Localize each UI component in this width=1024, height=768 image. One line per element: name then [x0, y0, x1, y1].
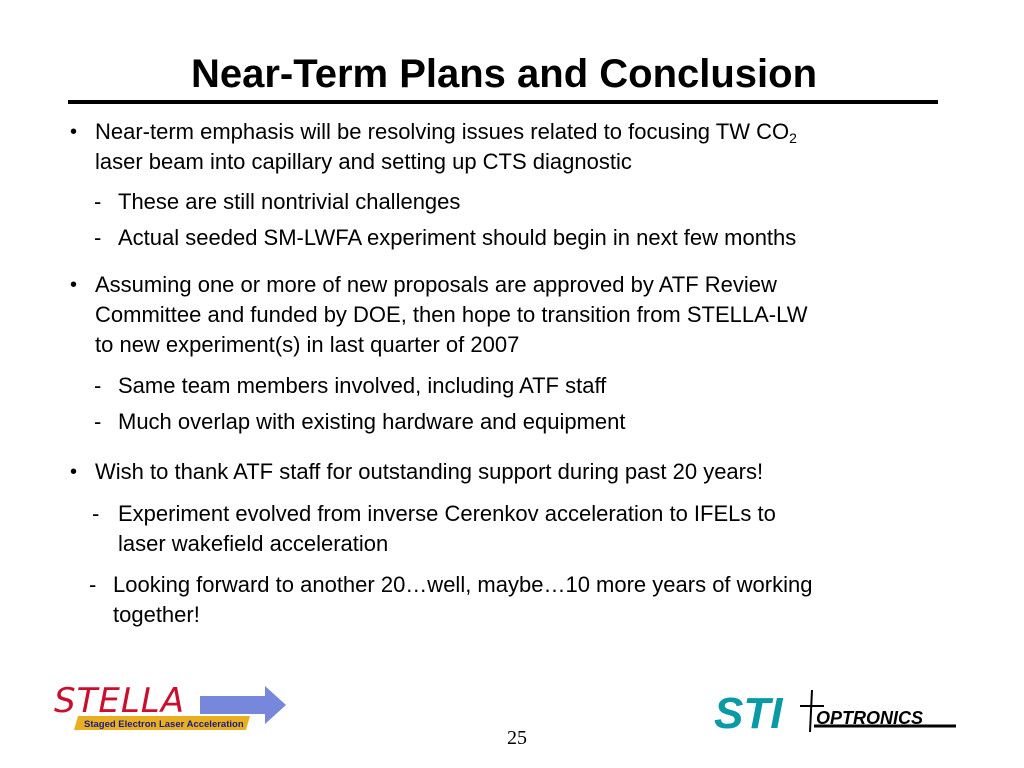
dash-marker: -: [94, 409, 102, 434]
bullet-2-line-3: to new experiment(s) in last quarter of 2007: [95, 332, 520, 357]
bullet-2-sub-2: Much overlap with existing hardware and equipment: [118, 409, 626, 434]
bullet-2-sub-1: Same team members involved, including ATF staff: [118, 373, 607, 398]
sti-tagline: OPTRONICS: [816, 708, 924, 728]
page-number: 25: [507, 727, 527, 749]
stella-logo: [50, 678, 290, 738]
bullet-1-line-2: laser beam into capillary and setting up CTS diagnostic: [95, 149, 632, 174]
bullet-marker: •: [70, 274, 78, 296]
bullet-2-line-2: Committee and funded by DOE, then hope to transition from STELLA-LW: [95, 302, 808, 327]
title-underline: [68, 100, 938, 104]
bullet-marker: •: [70, 121, 78, 143]
dash-marker: -: [94, 225, 102, 250]
bullet-1-text: Near-term emphasis will be resolving issues related to focusing TW CO: [95, 119, 790, 144]
stella-tagline: Staged Electron Laser Acceleration: [84, 719, 244, 730]
bullet-3-sub-1-line-2: laser wakefield acceleration: [118, 531, 389, 556]
sti-optronics-logo: [712, 686, 962, 736]
co2-subscript: 2: [789, 130, 797, 146]
bullet-2-line-1: Assuming one or more of new proposals are approved by ATF Review: [95, 272, 777, 297]
dash-marker: -: [94, 373, 102, 398]
stella-wordmark: STELLA: [54, 681, 185, 721]
bullet-3-line-1: Wish to thank ATF staff for outstanding support during past 20 years!: [95, 459, 764, 484]
sti-wordmark: STI: [714, 689, 783, 736]
sti-star-icon: [810, 690, 812, 732]
dash-marker: -: [92, 501, 100, 526]
bullet-1-sub-2: Actual seeded SM-LWFA experiment should begin in next few months: [118, 225, 797, 250]
dash-marker: -: [89, 572, 97, 597]
dash-marker: -: [94, 189, 102, 214]
bullet-3-sub-2-line-2: together!: [113, 602, 200, 627]
slide-title: Near-Term Plans and Conclusion: [190, 52, 818, 96]
bullet-3-sub-1-line-1: Experiment evolved from inverse Cerenkov acceleration to IFELs to: [118, 501, 776, 526]
bullet-3-sub-2-line-1: Looking forward to another 20…well, maybe…10 more years of working: [113, 572, 813, 597]
bullet-1-sub-1: These are still nontrivial challenges: [118, 189, 461, 214]
bullet-marker: •: [70, 461, 78, 483]
bullet-1-line-1: [95, 117, 797, 147]
